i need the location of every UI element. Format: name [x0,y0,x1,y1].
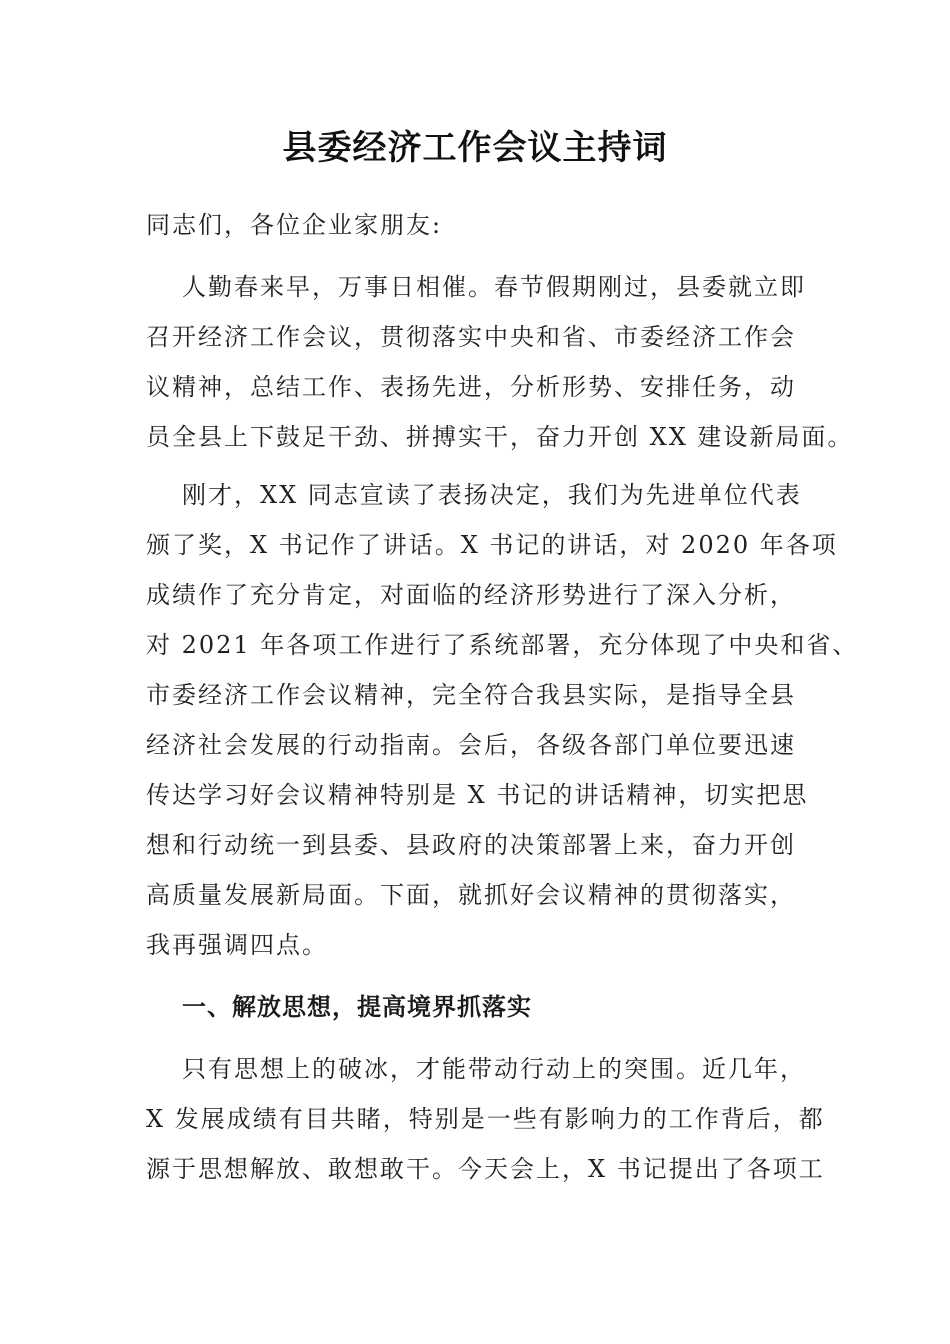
paragraph-line: 议精神，总结工作、表扬先进，分析形势、安排任务，动 [146,373,796,401]
paragraph-line: 我再强调四点。 [146,931,328,959]
paragraph-line: 想和行动统一到县委、县政府的决策部署上来，奋力开创 [146,831,796,859]
paragraph-line: 成绩作了充分肯定，对面临的经济形势进行了深入分析， [146,581,796,609]
paragraph-line: 刚才，XX 同志宣读了表扬决定，我们为先进单位代表 [182,481,802,509]
paragraph-line: 人勤春来早，万事日相催。春节假期刚过，县委就立即 [182,273,806,301]
section-heading-1: 一、解放思想，提高境界抓落实 [182,993,532,1021]
paragraph-line: 只有思想上的破冰，才能带动行动上的突围。近几年， [182,1055,806,1083]
paragraph-line: 员全县上下鼓足干劲、拼搏实干，奋力开创 XX 建设新局面。 [146,423,854,451]
paragraph-line: X 发展成绩有目共睹，特别是一些有影响力的工作背后，都 [146,1105,825,1133]
paragraph-line: 高质量发展新局面。下面，就抓好会议精神的贯彻落实， [146,881,796,909]
paragraph-opening [146,262,854,462]
paragraph-line: 召开经济工作会议，贯彻落实中央和省、市委经济工作会 [146,323,796,351]
paragraph-section1 [146,1044,826,1194]
document-title: 县委经济工作会议主持词 [282,128,668,168]
salutation: 同志们，各位企业家朋友: [146,211,443,239]
paragraph-line: 经济社会发展的行动指南。会后，各级各部门单位要迅速 [146,731,796,759]
paragraph-line: 传达学习好会议精神特别是 X 书记的讲话精神，切实把思 [146,781,809,809]
paragraph-review [146,470,859,970]
paragraph-line: 对 2021 年各项工作进行了系统部署，充分体现了中央和省、 [146,631,859,659]
paragraph-line: 颁了奖，X 书记作了讲话。X 书记的讲话，对 2020 年各项 [146,531,838,559]
paragraph-line: 源于思想解放、敢想敢干。今天会上，X 书记提出了各项工 [146,1155,825,1183]
paragraph-line: 市委经济工作会议精神，完全符合我县实际，是指导全县 [146,681,796,709]
